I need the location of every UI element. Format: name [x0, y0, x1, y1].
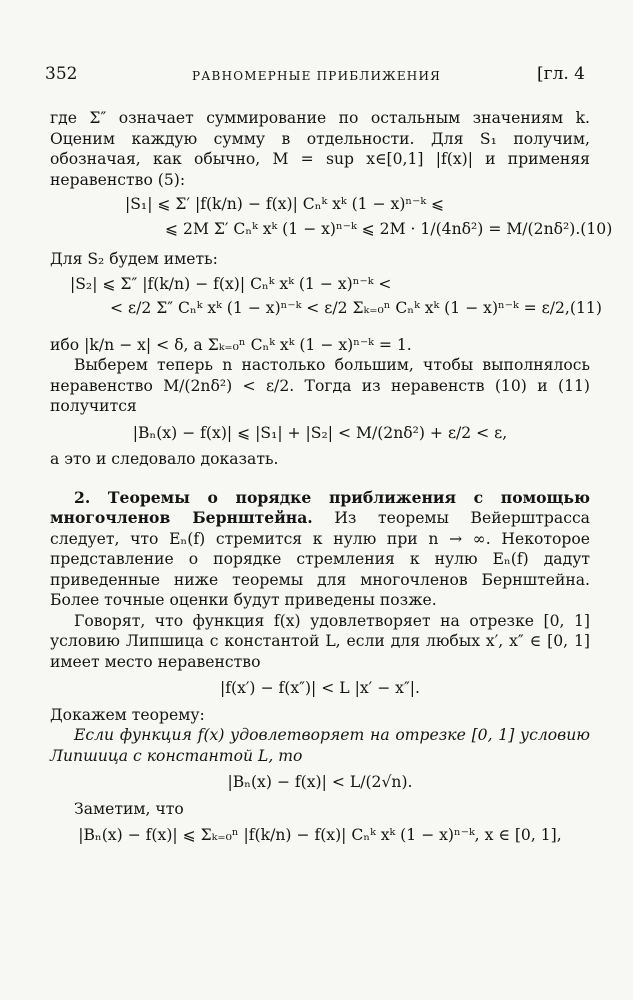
paragraph: Заметим, что: [74, 799, 184, 818]
paragraph: а это и следовало доказать.: [50, 450, 279, 468]
formula: |S₁| ⩽ Σ′ |f(k/n) − f(x)| Cₙᵏ xᵏ (1 − x)ⁿ⁻ᵏ ⩽: [125, 195, 445, 213]
equation-11: [50, 274, 590, 295]
formula: |f(x′) − f(x″)| < L |x′ − x″|.: [219, 679, 420, 697]
paragraph: Для S₂ будем иметь:: [50, 250, 218, 268]
paragraph: Докажем теорему:: [50, 705, 205, 724]
paragraph: Говорят, что функция f(x) удовлетворяет на отрезке [0, 1] условию Липшица с константой L, если для любых x′, x″ ∈ [0, 1] имеет место неравенство: [50, 611, 590, 671]
equation-10-cont: [50, 219, 613, 240]
chapter-label: [гл. 4: [537, 64, 585, 84]
formula: |Bₙ(x) − f(x)| < L/(2√n).: [227, 773, 413, 791]
section-text: Из теоремы Вейерштрасса следует, что Eₙ(f) стремится к нулю при n → ∞. Некоторое представление о порядке стремления к нулю Eₙ(f) дадут приведенные ниже теоремы для многочленов Бернштейна. Более точные оценки будут приведены позже.: [50, 509, 590, 609]
paragraph: ибо |k/n − x| < δ, а Σₖ₌₀ⁿ Cₙᵏ xᵏ (1 − x)ⁿ⁻ᵏ = 1.: [50, 335, 412, 354]
running-title: РАВНОМЕРНЫЕ ПРИБЛИЖЕНИЯ: [191, 69, 441, 83]
page-body: [50, 108, 613, 852]
formula: |Bₙ(x) − f(x)| ⩽ |S₁| + |S₂| < M/(2nδ²) + ε/2 < ε,: [132, 423, 508, 442]
paragraph: где Σ″ означает суммирование по остальным значениям k. Оценим каждую сумму в отдельности. Для S₁ получим, обозначая, как обычно, M = sup x∈[0,1] |f(x)| и применяя неравенство (5):: [50, 109, 590, 189]
formula: |Bₙ(x) − f(x)| ⩽ Σₖ₌₀ⁿ |f(k/n) − f(x)| Cₙᵏ xᵏ (1 − x)ⁿ⁻ᵏ, x ∈ [0, 1],: [78, 826, 562, 844]
section-paragraph: [50, 488, 590, 611]
equation-10: [50, 194, 590, 215]
equation-number: (11): [569, 299, 602, 317]
formula: ⩽ 2M Σ′ Cₙᵏ xᵏ (1 − x)ⁿ⁻ᵏ ⩽ 2M · 1/(4nδ²) = M/(2nδ²).: [165, 219, 581, 238]
section-heading: 2. Теоремы о порядке приближения с помощью многочленов Бернштейна.: [50, 487, 590, 527]
page-number: 352: [45, 64, 78, 84]
formula: < ε/2 Σ″ Cₙᵏ xᵏ (1 − x)ⁿ⁻ᵏ < ε/2 Σₖ₌₀ⁿ Cₙᵏ xᵏ (1 − x)ⁿ⁻ᵏ = ε/2,: [110, 299, 570, 317]
theorem-statement: Если функция f(x) удовлетворяет на отрезке [0, 1] условию Липшица с константой L, то: [50, 726, 590, 765]
formula: |S₂| ⩽ Σ″ |f(k/n) − f(x)| Cₙᵏ xᵏ (1 − x)ⁿ⁻ᵏ <: [70, 274, 392, 293]
equation-11-cont: [50, 298, 602, 319]
paragraph: Выберем теперь n настолько большим, чтобы выполнялось неравенство M/(2nδ²) < ε/2. Тогда из неравенств (10) и (11) получится: [50, 356, 590, 415]
equation-number: (10): [580, 219, 613, 238]
